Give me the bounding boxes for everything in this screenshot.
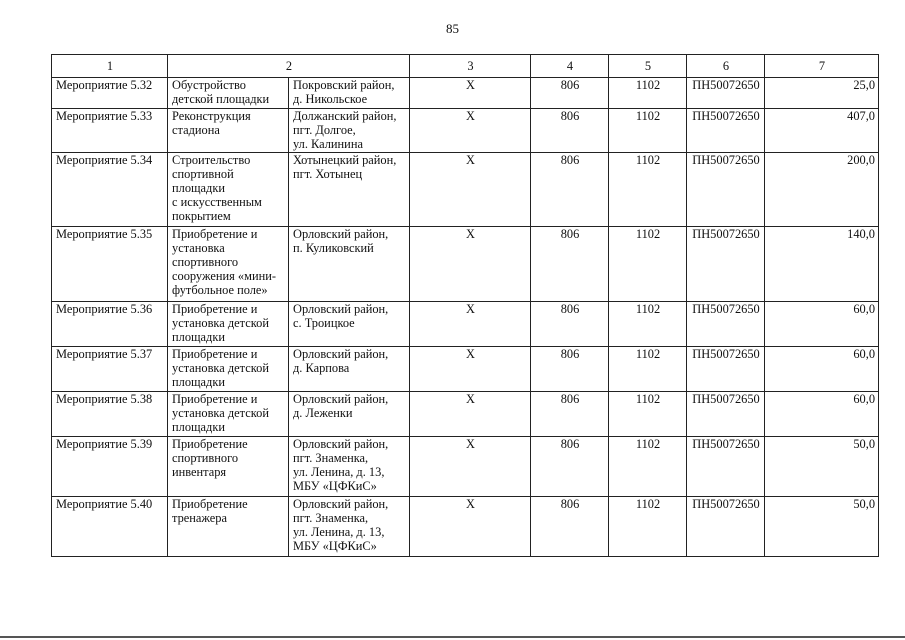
- col3-cell: Х: [410, 227, 531, 302]
- event-cell: Мероприятие 5.38: [52, 392, 168, 437]
- col5-cell: 1102: [609, 153, 687, 227]
- col4-cell: 806: [531, 109, 609, 153]
- event-name-cell: [168, 78, 289, 109]
- location-cell: [289, 153, 410, 227]
- location-line: с. Троицкое: [293, 316, 355, 330]
- location-line: Орловский район,: [293, 392, 389, 406]
- location-line: Покровский район,: [293, 78, 395, 92]
- amount-cell: 140,0: [765, 227, 879, 302]
- name-line: установка детской: [172, 316, 269, 330]
- location-line: Должанский район,: [293, 109, 397, 123]
- event-cell: Мероприятие 5.40: [52, 497, 168, 557]
- col4-cell: 806: [531, 437, 609, 497]
- name-line: покрытием: [172, 209, 231, 223]
- location-line: Орловский район,: [293, 437, 389, 451]
- col6-cell: ПН50072650: [687, 347, 765, 392]
- event-cell: Мероприятие 5.33: [52, 109, 168, 153]
- event-cell: Мероприятие 5.36: [52, 302, 168, 347]
- location-line: пгт. Хотынец: [293, 167, 363, 181]
- col6-cell: ПН50072650: [687, 437, 765, 497]
- location-cell: [289, 437, 410, 497]
- column-header-5: 5: [609, 55, 687, 78]
- name-line: Приобретение: [172, 437, 248, 451]
- amount-cell: 50,0: [765, 497, 879, 557]
- event-cell: Мероприятие 5.32: [52, 78, 168, 109]
- event-name-cell: [168, 109, 289, 153]
- col3-cell: Х: [410, 497, 531, 557]
- name-line: площадки: [172, 330, 226, 344]
- location-line: пгт. Долгое,: [293, 123, 356, 137]
- name-line: площадки: [172, 375, 226, 389]
- event-cell: Мероприятие 5.39: [52, 437, 168, 497]
- name-line: установка: [172, 241, 225, 255]
- event-name-cell: [168, 302, 289, 347]
- name-line: установка детской: [172, 361, 269, 375]
- location-cell: [289, 347, 410, 392]
- table-row: [52, 347, 879, 392]
- name-line: площадки: [172, 420, 226, 434]
- event-name-cell: [168, 437, 289, 497]
- amount-cell: 407,0: [765, 109, 879, 153]
- col5-cell: 1102: [609, 109, 687, 153]
- amount-cell: 60,0: [765, 302, 879, 347]
- table-row: [52, 302, 879, 347]
- header-row: [52, 55, 879, 78]
- col5-cell: 1102: [609, 302, 687, 347]
- location-line: Хотынецкий район,: [293, 153, 397, 167]
- col4-cell: 806: [531, 392, 609, 437]
- col3-cell: Х: [410, 153, 531, 227]
- event-name-cell: [168, 392, 289, 437]
- column-header-1: 1: [52, 55, 168, 78]
- column-header-6: 6: [687, 55, 765, 78]
- name-line: сооружения «мини-: [172, 269, 276, 283]
- col3-cell: Х: [410, 392, 531, 437]
- name-line: площадки: [172, 181, 226, 195]
- amount-cell: 25,0: [765, 78, 879, 109]
- location-cell: [289, 227, 410, 302]
- name-line: детской площадки: [172, 92, 270, 106]
- col5-cell: 1102: [609, 392, 687, 437]
- amount-cell: 60,0: [765, 347, 879, 392]
- location-line: д. Никольское: [293, 92, 368, 106]
- name-line: спортивного: [172, 451, 239, 465]
- name-line: Приобретение и: [172, 392, 258, 406]
- location-line: пгт. Знаменка,: [293, 511, 369, 525]
- name-line: Приобретение и: [172, 347, 258, 361]
- table-body: [52, 78, 879, 557]
- amount-cell: 50,0: [765, 437, 879, 497]
- col4-cell: 806: [531, 347, 609, 392]
- table-row: [52, 227, 879, 302]
- table-row: [52, 392, 879, 437]
- event-name-cell: [168, 497, 289, 557]
- location-line: д. Леженки: [293, 406, 353, 420]
- event-name-cell: [168, 153, 289, 227]
- col6-cell: ПН50072650: [687, 227, 765, 302]
- amount-cell: 200,0: [765, 153, 879, 227]
- table-row: [52, 153, 879, 227]
- location-line: ул. Ленина, д. 13,: [293, 465, 385, 479]
- col5-cell: 1102: [609, 497, 687, 557]
- column-header-2: 2: [168, 55, 410, 78]
- col5-cell: 1102: [609, 437, 687, 497]
- location-line: пгт. Знаменка,: [293, 451, 369, 465]
- event-cell: Мероприятие 5.34: [52, 153, 168, 227]
- col3-cell: Х: [410, 437, 531, 497]
- col3-cell: Х: [410, 347, 531, 392]
- location-line: Орловский район,: [293, 227, 389, 241]
- table-row: [52, 78, 879, 109]
- name-line: инвентаря: [172, 465, 227, 479]
- location-line: д. Карпова: [293, 361, 350, 375]
- location-line: МБУ «ЦФКиС»: [293, 539, 377, 553]
- page-number: 85: [446, 21, 459, 36]
- name-line: с искусственным: [172, 195, 262, 209]
- col4-cell: 806: [531, 78, 609, 109]
- event-cell: Мероприятие 5.37: [52, 347, 168, 392]
- location-line: Орловский район,: [293, 302, 389, 316]
- name-line: установка детской: [172, 406, 269, 420]
- event-name-cell: [168, 227, 289, 302]
- table-row: [52, 109, 879, 153]
- location-line: ул. Калинина: [293, 137, 363, 151]
- name-line: Строительство: [172, 153, 251, 167]
- location-cell: [289, 109, 410, 153]
- event-cell: Мероприятие 5.35: [52, 227, 168, 302]
- col6-cell: ПН50072650: [687, 109, 765, 153]
- location-cell: [289, 497, 410, 557]
- column-header-4: 4: [531, 55, 609, 78]
- location-cell: [289, 392, 410, 437]
- name-line: спортивной: [172, 167, 234, 181]
- page-edge-line: [0, 636, 905, 638]
- col6-cell: ПН50072650: [687, 78, 765, 109]
- col5-cell: 1102: [609, 227, 687, 302]
- location-cell: [289, 78, 410, 109]
- col6-cell: ПН50072650: [687, 153, 765, 227]
- name-line: Реконструкция: [172, 109, 251, 123]
- col4-cell: 806: [531, 302, 609, 347]
- location-line: ул. Ленина, д. 13,: [293, 525, 385, 539]
- col3-cell: Х: [410, 78, 531, 109]
- col4-cell: 806: [531, 227, 609, 302]
- col5-cell: 1102: [609, 347, 687, 392]
- name-line: тренажера: [172, 511, 227, 525]
- table-row: [52, 437, 879, 497]
- table-row: [52, 497, 879, 557]
- name-line: футбольное поле»: [172, 283, 268, 297]
- column-header-3: 3: [410, 55, 531, 78]
- col5-cell: 1102: [609, 78, 687, 109]
- location-line: МБУ «ЦФКиС»: [293, 479, 377, 493]
- col4-cell: 806: [531, 153, 609, 227]
- col3-cell: Х: [410, 302, 531, 347]
- col6-cell: ПН50072650: [687, 497, 765, 557]
- col6-cell: ПН50072650: [687, 392, 765, 437]
- col3-cell: Х: [410, 109, 531, 153]
- col4-cell: 806: [531, 497, 609, 557]
- name-line: стадиона: [172, 123, 220, 137]
- location-line: Орловский район,: [293, 347, 389, 361]
- location-line: Орловский район,: [293, 497, 389, 511]
- column-header-7: 7: [765, 55, 879, 78]
- location-cell: [289, 302, 410, 347]
- name-line: Приобретение и: [172, 227, 258, 241]
- location-line: п. Куликовский: [293, 241, 374, 255]
- amount-cell: 60,0: [765, 392, 879, 437]
- col6-cell: ПН50072650: [687, 302, 765, 347]
- event-name-cell: [168, 347, 289, 392]
- name-line: Приобретение: [172, 497, 248, 511]
- name-line: Приобретение и: [172, 302, 258, 316]
- name-line: спортивного: [172, 255, 239, 269]
- budget-table: [51, 54, 879, 557]
- name-line: Обустройство: [172, 78, 246, 92]
